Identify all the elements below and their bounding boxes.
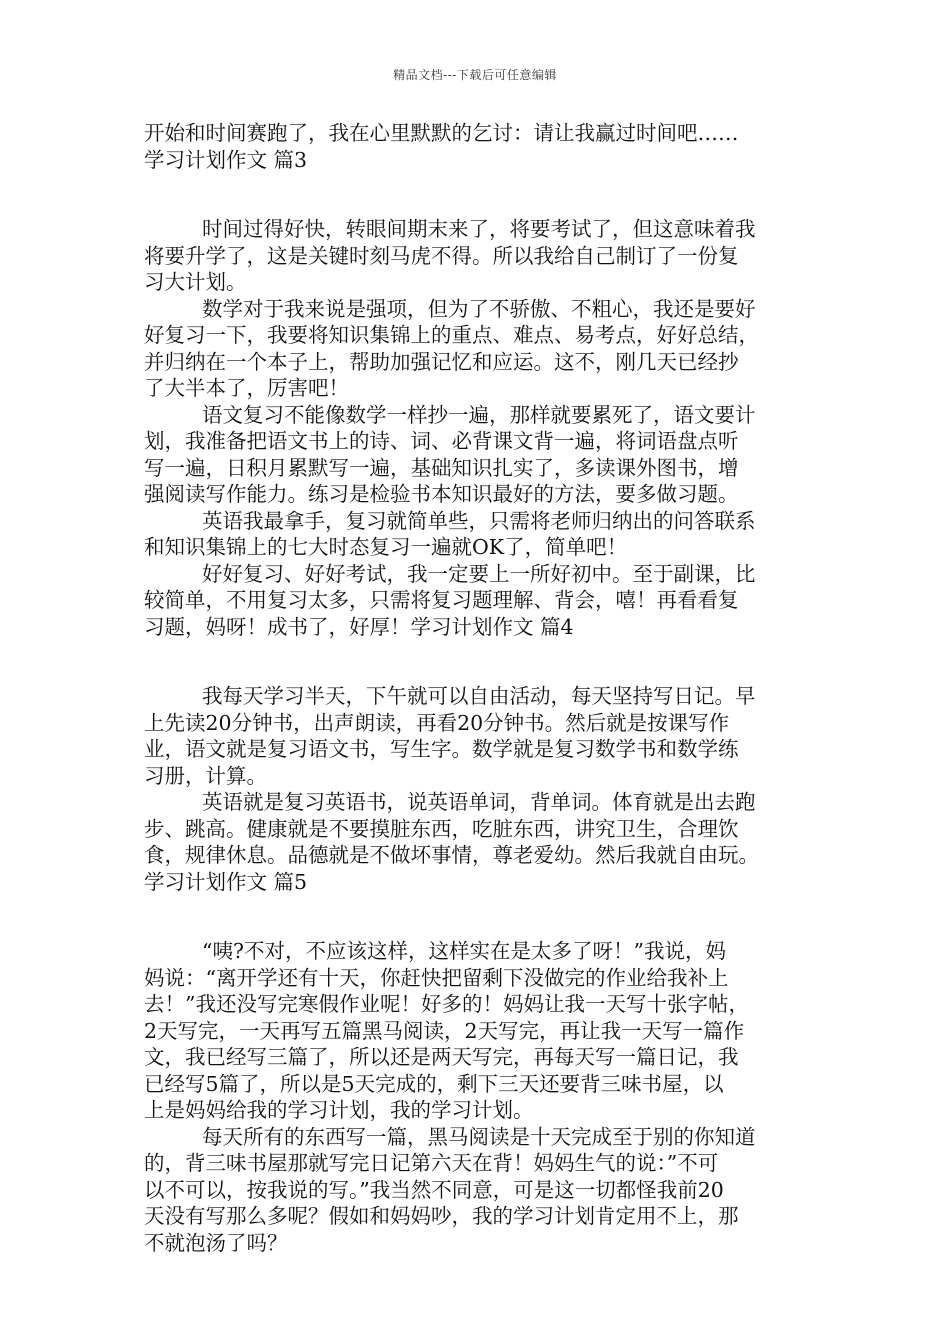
paragraph-line: 了大半本了，厉害吧！	[144, 376, 349, 400]
paragraph-line: “咦?不对，不应该这样，这样实在是太多了呀！”我说，妈	[202, 939, 726, 963]
paragraph	[144, 296, 824, 402]
paragraph-line: 每天所有的东西写一篇，黑马阅读是十天完成至于别的你知道	[202, 1124, 756, 1149]
text-line: 开始和时间赛跑了，我在心里默默的乞讨：请让我赢过时间吧……	[144, 121, 739, 145]
paragraph	[144, 683, 824, 789]
paragraph-line: 较简单，不用复习太多，只需将复习题理解、背会，嘻！再看看复	[144, 588, 739, 612]
paragraph-line: 的，背三味书屋那就写完日记第六天在背！妈妈生气的说：”不可	[144, 1151, 719, 1175]
paragraph-line: 我每天学习半天，下午就可以自由活动，每天坚持写日记。早	[202, 684, 756, 708]
paragraph	[144, 216, 824, 296]
paragraph-line: 和知识集锦上的七大时态复习一遍就OK了，简单吧！	[144, 535, 628, 559]
document-body	[144, 120, 824, 1256]
paragraph	[144, 938, 824, 1124]
paragraph-line: 文，我已经写三篇了，所以还是两天写完，再每天写一篇日记，我	[144, 1045, 739, 1069]
paragraph-line: 好好复习、好好考试，我一定要上一所好初中。至于副课，比	[202, 561, 756, 586]
paragraph-line: 2天写完，一天再写五篇黑马阅读，2天写完，再让我一天写一篇作	[144, 1018, 745, 1043]
paragraph-line: 已经写5篇了，所以是5天完成的，剩下三天还要背三味书屋，以	[144, 1071, 724, 1096]
paragraph-line: 英语我最拿手，复习就简单些，只需将老师归纳出的问答联系	[202, 508, 756, 533]
paragraph-line: 习大计划。	[144, 270, 247, 294]
paragraph-line: 英语就是复习英语书，说英语单词，背单词。体育就是出去跑	[202, 790, 756, 814]
paragraph-line: 以不可以，按我说的写。”我当然不同意，可是这一切都怪我前20	[144, 1177, 724, 1202]
paragraph	[144, 402, 824, 508]
paragraph-line: 并归纳在一个本子上，帮助加强记忆和应运。这不，刚几天已经抄	[144, 349, 739, 374]
paragraph-line: 习题，妈呀！成书了，好厚！学习计划作文 篇4	[144, 614, 574, 639]
paragraph	[144, 561, 824, 641]
paragraph-line: 业，语文就是复习语文书，写生字。数学就是复习数学书和数学练	[144, 737, 739, 761]
paragraph-line: 上是妈妈给我的学习计划，我的学习计划。	[144, 1098, 534, 1122]
paragraph-line: 数学对于我来说是强项，但为了不骄傲、不粗心，我还是要好	[202, 296, 756, 321]
paragraph-line: 去！”我还没写完寒假作业呢！好多的！妈妈让我一天写十张字帖，	[144, 992, 749, 1016]
paragraph-line: 时间过得好快，转眼间期末来了，将要考试了，但这意味着我	[202, 217, 756, 241]
section-title: 学习计划作文 篇3	[144, 147, 308, 172]
paragraph-line: 将要升学了，这是关键时刻马虎不得。所以我给自己制订了一份复	[144, 243, 739, 268]
paragraph-line: 写一遍，日积月累默写一遍，基础知识扎实了，多读课外图书，增	[144, 455, 739, 480]
section-gap	[144, 173, 824, 216]
paragraph-line: 不就泡汤了吗？	[144, 1230, 288, 1255]
section-gap	[144, 895, 824, 938]
paragraph	[144, 508, 824, 561]
paragraph-line: 好复习一下，我要将知识集锦上的重点、难点、易考点，好好总结，	[144, 323, 759, 347]
paragraph-line: 语文复习不能像数学一样抄一遍，那样就要累死了，语文要计	[202, 402, 756, 427]
paragraph-line: 天没有写那么多呢？假如和妈妈吵，我的学习计划肯定用不上，那	[144, 1204, 739, 1228]
paragraph-line: 习册，计算。	[144, 763, 267, 788]
paragraph	[144, 1124, 824, 1257]
section-gap	[144, 640, 824, 683]
section-title: 学习计划作文 篇5	[144, 869, 308, 894]
paragraph-line: 妈说：“离开学还有十天，你赶快把留剩下没做完的作业给我补上	[144, 965, 729, 990]
paragraph	[144, 789, 824, 869]
page-header: 精品文档---下载后可任意编辑	[393, 68, 557, 82]
paragraph-line: 步、跳高。健康就是不要摸脏东西，吃脏东西，讲究卫生，合理饮	[144, 816, 739, 841]
paragraph-line: 强阅读写作能力。练习是检验书本知识最好的方法，要多做习题。	[144, 482, 739, 506]
paragraph-line: 食，规律休息。品德就是不做坏事情，尊老爱幼。然后我就自由玩。	[144, 843, 759, 867]
paragraph-line: 划，我准备把语文书上的诗、词、必背课文背一遍，将词语盘点听	[144, 429, 739, 453]
paragraph-line: 上先读20分钟书，出声朗读，再看20分钟书。然后就是按课写作	[144, 710, 730, 735]
